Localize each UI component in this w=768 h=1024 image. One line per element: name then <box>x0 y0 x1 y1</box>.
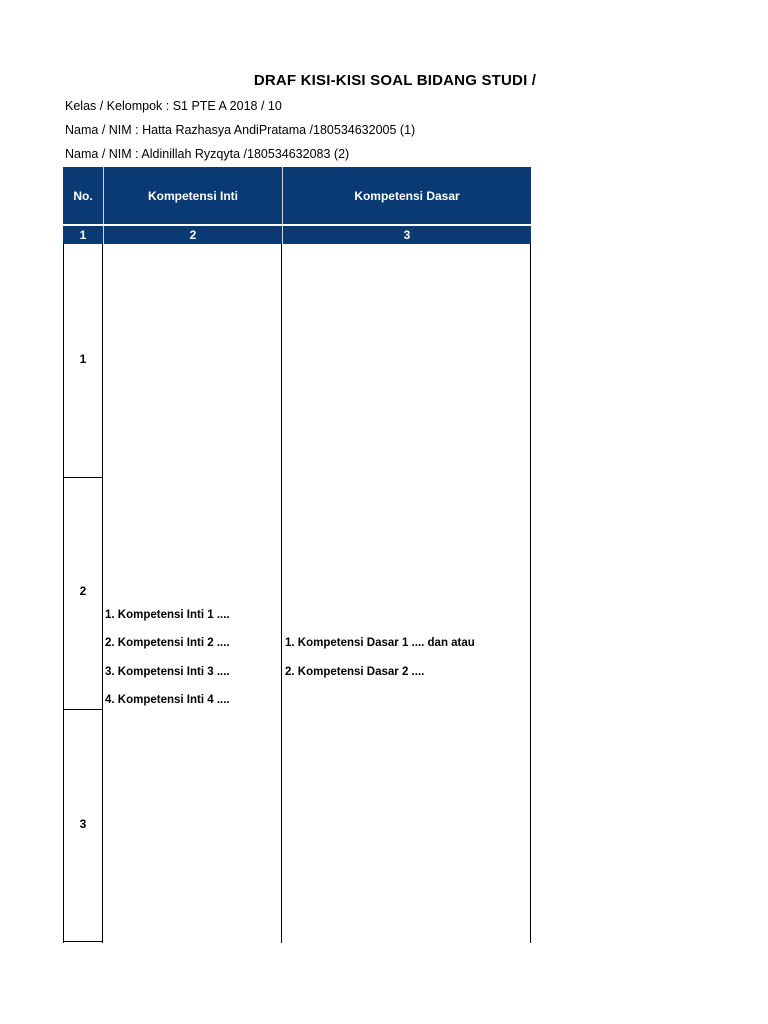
kompetensi-inti-item: 3. Kompetensi Inti 3 .... <box>105 666 230 678</box>
table-border-right <box>530 244 531 943</box>
kompetensi-inti-item: 4. Kompetensi Inti 4 .... <box>105 694 230 706</box>
column-number-1: 1 <box>79 228 87 242</box>
table-border-col2 <box>281 244 282 943</box>
column-number-3: 3 <box>282 226 531 244</box>
row-divider-1 <box>63 477 103 478</box>
kompetensi-dasar-item: 1. Kompetensi Dasar 1 .... dan atau <box>285 637 475 649</box>
row-number-3: 3 <box>79 817 87 831</box>
document-title: DRAF KISI-KISI SOAL BIDANG STUDI / <box>253 72 537 89</box>
column-number-2: 2 <box>103 226 282 244</box>
student-info-2: Nama / NIM : Aldinillah Ryzqyta /180534632083 (2) <box>65 147 350 161</box>
row-divider-2 <box>63 709 103 710</box>
kompetensi-inti-item: 2. Kompetensi Inti 2 .... <box>105 637 230 649</box>
header-kompetensi-dasar: Kompetensi Dasar <box>282 167 531 224</box>
table-header-row <box>63 167 531 224</box>
header-kompetensi-inti: Kompetensi Inti <box>103 167 282 224</box>
kompetensi-inti-item: 1. Kompetensi Inti 1 .... <box>105 609 230 621</box>
student-info-1: Nama / NIM : Hatta Razhasya AndiPratama /180534632005 (1) <box>65 123 416 137</box>
kisi-kisi-table <box>63 167 531 943</box>
header-no: No. <box>73 188 93 203</box>
table-border-bottom <box>63 941 103 942</box>
kompetensi-dasar-item: 2. Kompetensi Dasar 2 .... <box>285 666 425 678</box>
column-number-row <box>63 226 531 244</box>
row-number-2: 2 <box>79 584 87 598</box>
class-group-info: Kelas / Kelompok : S1 PTE A 2018 / 10 <box>65 99 282 113</box>
row-number-1: 1 <box>79 352 87 366</box>
